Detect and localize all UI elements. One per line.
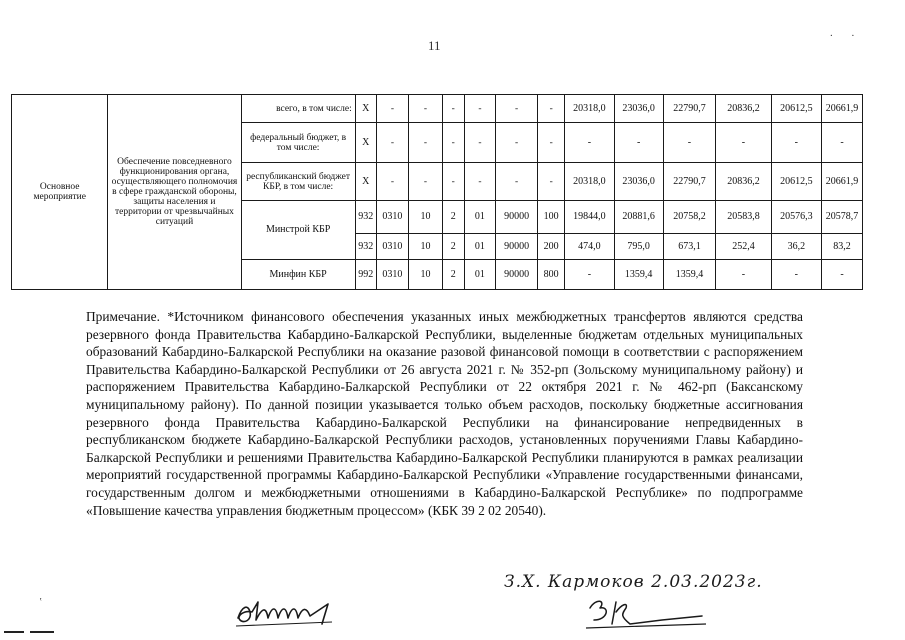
- code-cell: 01: [464, 201, 495, 234]
- code-cell: -: [442, 163, 464, 201]
- code-cell: X: [355, 123, 376, 163]
- value-cell: 20583,8: [716, 201, 772, 234]
- value-cell: 20318,0: [565, 95, 614, 123]
- value-cell: 20836,2: [716, 163, 772, 201]
- code-cell: 2: [442, 260, 464, 290]
- code-cell: -: [538, 95, 565, 123]
- value-cell: -: [822, 260, 863, 290]
- code-cell: 100: [538, 201, 565, 234]
- signature-scribble-icon: [232, 596, 362, 630]
- footnote-text: [86, 308, 803, 519]
- source-label: Минстрой КБР: [241, 201, 355, 260]
- value-cell: 20612,5: [771, 163, 821, 201]
- value-cell: 20576,3: [771, 201, 821, 234]
- code-cell: 10: [409, 260, 443, 290]
- bottom-edge-marks: [0, 631, 60, 634]
- table-row: [12, 95, 863, 123]
- value-cell: -: [614, 123, 663, 163]
- value-cell: 22790,7: [663, 163, 715, 201]
- value-cell: 20612,5: [771, 95, 821, 123]
- value-cell: 1359,4: [614, 260, 663, 290]
- value-cell: 673,1: [663, 234, 715, 260]
- code-cell: -: [538, 163, 565, 201]
- source-label: республиканский бюджет КБР, в том числе:: [241, 163, 355, 201]
- code-cell: -: [538, 123, 565, 163]
- value-cell: 1359,4: [663, 260, 715, 290]
- code-cell: -: [496, 95, 538, 123]
- value-cell: 20318,0: [565, 163, 614, 201]
- code-cell: 2: [442, 201, 464, 234]
- value-cell: 20758,2: [663, 201, 715, 234]
- code-cell: -: [464, 95, 495, 123]
- value-cell: -: [716, 260, 772, 290]
- code-cell: -: [496, 123, 538, 163]
- source-label: федеральный бюджет, в том числе:: [241, 123, 355, 163]
- signature-left: [232, 596, 362, 635]
- code-cell: 0310: [376, 234, 408, 260]
- value-cell: 20881,6: [614, 201, 663, 234]
- code-cell: -: [409, 95, 443, 123]
- code-cell: -: [496, 163, 538, 201]
- value-cell: -: [822, 123, 863, 163]
- margin-mark: ʽ: [39, 597, 43, 608]
- code-cell: 01: [464, 260, 495, 290]
- corner-marks: . .: [830, 27, 863, 39]
- value-cell: -: [716, 123, 772, 163]
- event-name-cell: Обеспечение повседневного функционирования органа, осуществляющего полномочия в сфере гражданской обороны, защиты населения и территории от чрезвычайных ситуаций: [108, 95, 241, 290]
- value-cell: -: [771, 260, 821, 290]
- code-cell: -: [464, 163, 495, 201]
- value-cell: -: [565, 123, 614, 163]
- code-cell: 10: [409, 201, 443, 234]
- value-cell: -: [771, 123, 821, 163]
- code-cell: 932: [355, 201, 376, 234]
- code-cell: 200: [538, 234, 565, 260]
- code-cell: 0310: [376, 201, 408, 234]
- code-cell: -: [409, 163, 443, 201]
- code-cell: -: [376, 163, 408, 201]
- value-cell: 23036,0: [614, 95, 663, 123]
- signature-scribble-icon: [582, 594, 722, 634]
- value-cell: 22790,7: [663, 95, 715, 123]
- source-label: Минфин КБР: [241, 260, 355, 290]
- code-cell: 932: [355, 234, 376, 260]
- value-cell: 36,2: [771, 234, 821, 260]
- value-cell: 474,0: [565, 234, 614, 260]
- value-cell: 20578,7: [822, 201, 863, 234]
- code-cell: 90000: [496, 201, 538, 234]
- value-cell: 252,4: [716, 234, 772, 260]
- code-cell: -: [442, 123, 464, 163]
- code-cell: 90000: [496, 260, 538, 290]
- value-cell: 20836,2: [716, 95, 772, 123]
- note-paragraph: Примечание. *Источником финансового обеспечения указанных иных межбюджетных трансфертов являются средства резервного фонда Правительства Кабардино-Балкарской Республики, выделенные бюджетам отдельных муниципальных образований Кабардино-Балкарской Республики на оказание разовой финансовой помощи в соответствии с распоряжением Правительства Кабардино-Балкарской Республики от 26 августа 2021 г. № 352-рп (Зольскому муниципальному району) и распоряжением Правительства Кабардино-Балкарской Республики от 22 октября 2021 г. № 462-рп (Баксанскому муниципальному району). По данной позиции указывается только объем расходов, поскольку бюджетные ассигнования резервного фонда Правительства Кабардино-Балкарской Республики на финансирование непредвиденных в республиканском бюджете Кабардино-Балкарской Республики расходов, установленных поручениями Главы Кабардино-Балкарской Республики и решениями Правительства Кабардино-Балкарской Республики планируются в рамках реализации мероприятий государственной программы Кабардино-Балкарской Республики «Управление государственными финансами, государственным долгом и межбюджетными отношениями в Кабардино-Балкарской Республике» по подпрограмме «Повышение качества управления бюджетным процессом» (КБК 39 2 02 20540).: [86, 309, 803, 518]
- budget-table: [11, 94, 863, 290]
- code-cell: 90000: [496, 234, 538, 260]
- event-type-cell: Основное мероприятие: [12, 95, 108, 290]
- code-cell: X: [355, 95, 376, 123]
- code-cell: 800: [538, 260, 565, 290]
- value-cell: 83,2: [822, 234, 863, 260]
- value-cell: 20661,9: [822, 163, 863, 201]
- value-cell: 19844,0: [565, 201, 614, 234]
- value-cell: -: [663, 123, 715, 163]
- page-number: 11: [428, 38, 441, 53]
- code-cell: -: [376, 123, 408, 163]
- source-label: всего, в том числе:: [241, 95, 355, 123]
- code-cell: -: [464, 123, 495, 163]
- code-cell: 2: [442, 234, 464, 260]
- code-cell: X: [355, 163, 376, 201]
- code-cell: -: [409, 123, 443, 163]
- code-cell: 992: [355, 260, 376, 290]
- code-cell: -: [442, 95, 464, 123]
- code-cell: 10: [409, 234, 443, 260]
- code-cell: 0310: [376, 260, 408, 290]
- value-cell: 795,0: [614, 234, 663, 260]
- value-cell: -: [565, 260, 614, 290]
- value-cell: 23036,0: [614, 163, 663, 201]
- signature-right: [504, 572, 763, 592]
- code-cell: -: [376, 95, 408, 123]
- handwritten-name-date: З.Х. Кармоков 2.03.2023г.: [504, 572, 763, 592]
- value-cell: 20661,9: [822, 95, 863, 123]
- code-cell: 01: [464, 234, 495, 260]
